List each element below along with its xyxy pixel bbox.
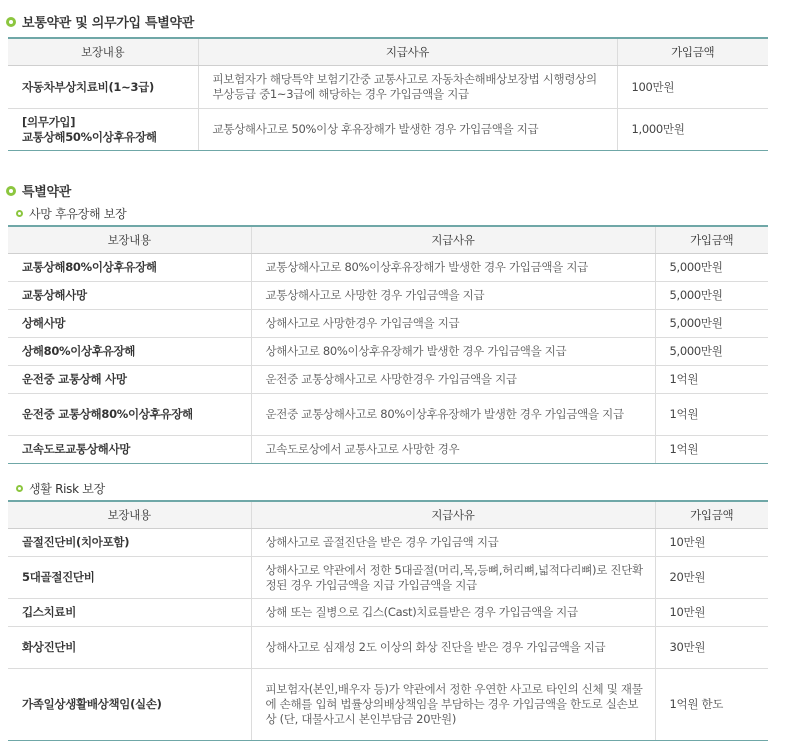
ring-bullet-icon bbox=[16, 485, 23, 492]
coverage-amount: 5,000만원 bbox=[655, 282, 768, 310]
header-reason: 지급사유 bbox=[198, 38, 617, 66]
coverage-amount: 1,000만원 bbox=[617, 109, 768, 151]
coverage-reason: 상해사고로 사망한경우 가입금액을 지급 bbox=[251, 310, 655, 338]
table-row bbox=[8, 282, 768, 310]
bullet-icon bbox=[6, 186, 16, 196]
coverage-amount: 5,000만원 bbox=[655, 310, 768, 338]
subsection-title-death-text: 사망 후유장해 보장 bbox=[29, 207, 127, 221]
coverage-amount: 1억원 bbox=[655, 436, 768, 464]
coverage-amount: 10만원 bbox=[655, 599, 768, 627]
coverage-name: 깁스치료비 bbox=[8, 599, 251, 627]
coverage-reason: 교통상해사고로 80%이상후유장해가 발생한 경우 가입금액을 지급 bbox=[251, 254, 655, 282]
coverage-reason: 피보험자가 해당특약 보험기간중 교통사고로 자동차손해배상보장법 시행령상의 부상등급 중1~3급에 해당하는 경우 가입금액을 지급 bbox=[198, 66, 617, 109]
coverage-name: 교통상해80%이상후유장해 bbox=[8, 254, 251, 282]
coverage-amount: 1억원 bbox=[655, 394, 768, 436]
table-row bbox=[8, 310, 768, 338]
coverage-reason: 상해사고로 80%이상후유장해가 발생한 경우 가입금액을 지급 bbox=[251, 338, 655, 366]
subsection-title-death bbox=[16, 205, 126, 222]
table-row bbox=[8, 436, 768, 464]
coverage-name: 상해사망 bbox=[8, 310, 251, 338]
coverage-name: 5대골절진단비 bbox=[8, 557, 251, 599]
coverage-name: [의무가입] 교통상해50%이상후유장해 bbox=[8, 109, 198, 151]
table-row bbox=[8, 366, 768, 394]
table-row bbox=[8, 627, 768, 669]
coverage-amount: 10만원 bbox=[655, 529, 768, 557]
table-row bbox=[8, 254, 768, 282]
header-reason: 지급사유 bbox=[251, 226, 655, 254]
coverage-reason: 운전중 교통상해사고로 사망한경우 가입금액을 지급 bbox=[251, 366, 655, 394]
header-amount: 가입금액 bbox=[655, 226, 768, 254]
coverage-reason: 상해사고로 골절진단을 받은 경우 가입금액 지급 bbox=[251, 529, 655, 557]
bullet-icon bbox=[6, 17, 16, 27]
ring-bullet-icon bbox=[16, 210, 23, 217]
header-reason: 지급사유 bbox=[251, 501, 655, 529]
header-coverage: 보장내용 bbox=[8, 226, 251, 254]
table-row bbox=[8, 557, 768, 599]
coverage-name: 가족일상생활배상책임(실손) bbox=[8, 669, 251, 741]
coverage-reason: 운전중 교통상해사고로 80%이상후유장해가 발생한 경우 가입금액을 지급 bbox=[251, 394, 655, 436]
section-title-basic bbox=[6, 12, 194, 31]
coverage-name: 운전중 교통상해80%이상후유장해 bbox=[8, 394, 251, 436]
coverage-name: 자동차부상치료비(1~3급) bbox=[8, 66, 198, 109]
coverage-amount: 5,000만원 bbox=[655, 338, 768, 366]
coverage-reason: 상해 또는 질병으로 깁스(Cast)치료를받은 경우 가입금액을 지급 bbox=[251, 599, 655, 627]
basic-coverage-table bbox=[8, 37, 768, 151]
coverage-name: 골절진단비(치아포함) bbox=[8, 529, 251, 557]
coverage-reason: 피보험자(본인,배우자 등)가 약관에서 정한 우연한 사고로 타인의 신체 및 재물에 손해를 입혀 법률상의배상책임을 부담하는 경우 가입금액을 한도로 실손보상 (단, 대물사고시 본인부담금 20만원) bbox=[251, 669, 655, 741]
table-row bbox=[8, 529, 768, 557]
coverage-amount: 20만원 bbox=[655, 557, 768, 599]
coverage-name: 화상진단비 bbox=[8, 627, 251, 669]
coverage-reason: 상해사고로 약관에서 정한 5대골절(머리,목,등뼈,허리뼈,넓적다리뼈)로 진단확정된 경우 가입금액을 지급 가입금액을 지급 bbox=[251, 557, 655, 599]
table-row bbox=[8, 338, 768, 366]
death-coverage-table bbox=[8, 225, 768, 464]
table-row bbox=[8, 599, 768, 627]
section-title-basic-text: 보통약관 및 의무가입 특별약관 bbox=[22, 16, 195, 31]
table-row bbox=[8, 66, 768, 109]
table-header-row bbox=[8, 38, 768, 66]
coverage-amount: 1억원 bbox=[655, 366, 768, 394]
coverage-name: 운전중 교통상해 사망 bbox=[8, 366, 251, 394]
coverage-name: 상해80%이상후유장해 bbox=[8, 338, 251, 366]
header-coverage: 보장내용 bbox=[8, 38, 198, 66]
subsection-title-risk bbox=[16, 480, 105, 497]
header-amount: 가입금액 bbox=[655, 501, 768, 529]
coverage-reason: 교통상해사고로 사망한 경우 가입금액을 지급 bbox=[251, 282, 655, 310]
table-row bbox=[8, 394, 768, 436]
risk-coverage-table bbox=[8, 500, 768, 741]
table-row bbox=[8, 109, 768, 151]
coverage-name: 교통상해사망 bbox=[8, 282, 251, 310]
coverage-reason: 상해사고로 심재성 2도 이상의 화상 진단을 받은 경우 가입금액을 지급 bbox=[251, 627, 655, 669]
header-coverage: 보장내용 bbox=[8, 501, 251, 529]
table-row bbox=[8, 669, 768, 741]
section-title-special bbox=[6, 181, 71, 200]
coverage-reason: 고속도로상에서 교통사고로 사망한 경우 bbox=[251, 436, 655, 464]
coverage-reason: 교통상해사고로 50%이상 후유장해가 발생한 경우 가입금액을 지급 bbox=[198, 109, 617, 151]
table-header-row bbox=[8, 501, 768, 529]
subsection-title-risk-text: 생활 Risk 보장 bbox=[29, 482, 105, 496]
coverage-amount: 5,000만원 bbox=[655, 254, 768, 282]
table-header-row bbox=[8, 226, 768, 254]
coverage-amount: 1억원 한도 bbox=[655, 669, 768, 741]
coverage-name: 고속도로교통상해사망 bbox=[8, 436, 251, 464]
section-title-special-text: 특별약관 bbox=[22, 185, 72, 200]
coverage-amount: 30만원 bbox=[655, 627, 768, 669]
coverage-amount: 100만원 bbox=[617, 66, 768, 109]
header-amount: 가입금액 bbox=[617, 38, 768, 66]
